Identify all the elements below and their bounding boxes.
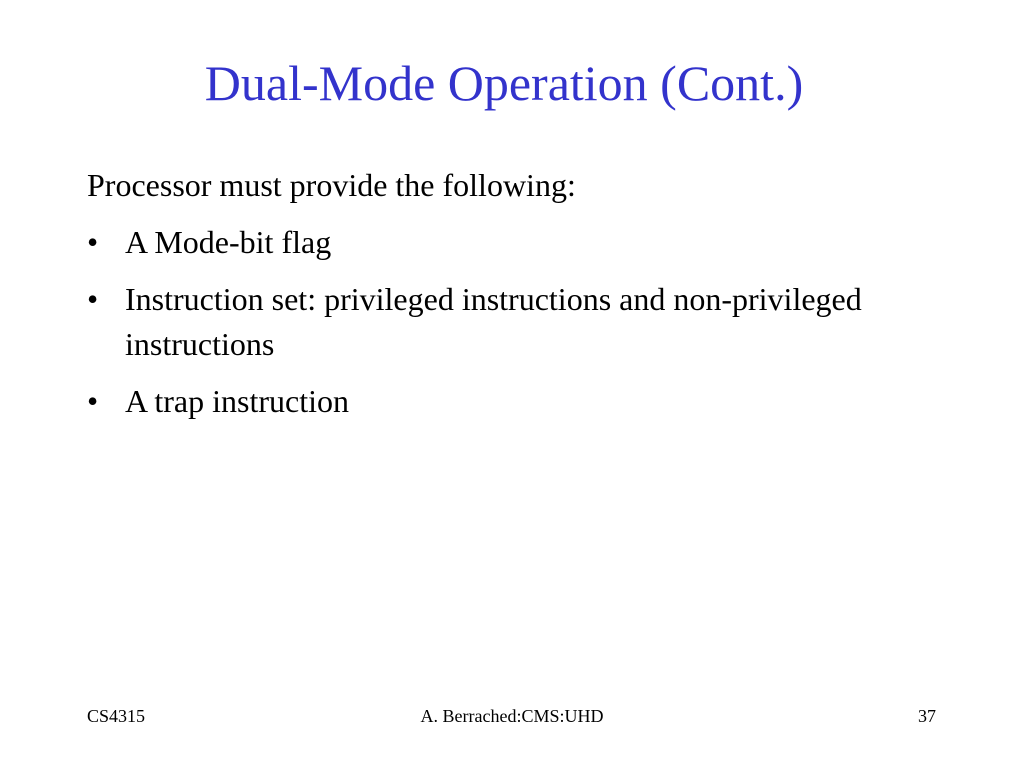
footer-course: CS4315 [87, 706, 146, 726]
bullet-icon: • [87, 383, 99, 419]
bullet-item [87, 277, 947, 367]
footer-author: A. Berrached:CMS:UHD [420, 706, 604, 726]
bullet-text: A trap instruction [125, 383, 349, 419]
footer-page-number: 37 [918, 706, 936, 726]
bullet-item [87, 220, 947, 265]
bullet-text: A Mode-bit flag [125, 224, 332, 260]
intro-text: Processor must provide the following: [87, 167, 576, 203]
bullet-list [87, 220, 947, 436]
bullet-text: Instruction set: privileged instructions and non-privileged instructions [125, 281, 862, 362]
slide-title: Dual-Mode Operation (Cont.) [204, 55, 804, 111]
bullet-item [87, 379, 947, 424]
bullet-icon: • [87, 224, 99, 260]
bullet-icon: • [87, 281, 99, 317]
